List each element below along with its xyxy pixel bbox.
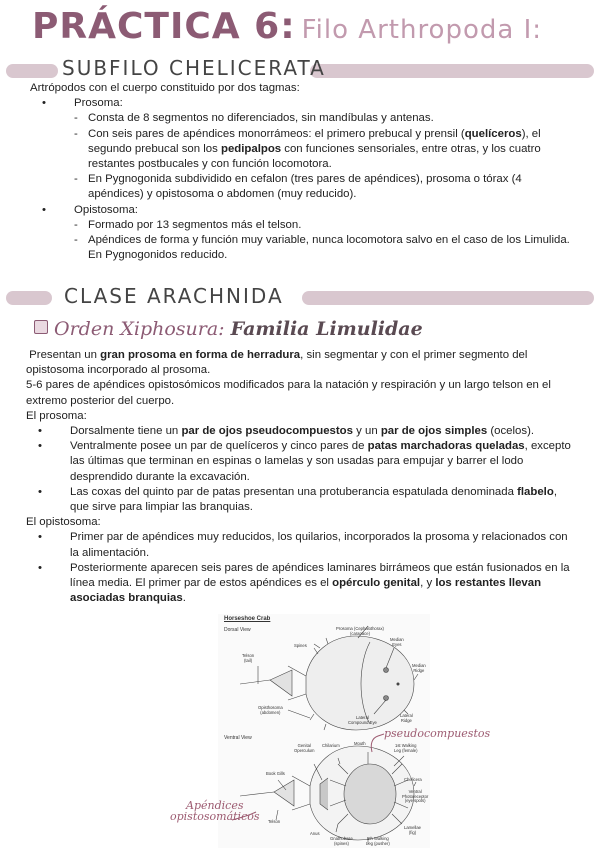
opistosoma-heading: El opistosoma: [26, 516, 101, 529]
label-mouth: Mouth [354, 741, 366, 746]
class-band-right [302, 291, 594, 305]
page-title [32, 6, 542, 47]
label-lamellae: Lamellae (fig) [404, 825, 421, 835]
opistosoma-point-1: - Formado por 13 segmentos más el telson. [74, 218, 575, 233]
note-apendices-opistosomaticos: Apéndices opistosomáticos [170, 799, 260, 823]
class-band-left [6, 291, 52, 305]
label-book-gills: Book Gills [266, 771, 285, 776]
family-label: Familia Limulidae [230, 318, 423, 340]
practice-title: PRÁCTICA 6: [32, 6, 296, 47]
prosoma-features [26, 424, 574, 515]
label-chilarium: Chilarium [322, 743, 340, 748]
opistosoma-item: • Opistosoma: - Formado por 13 segmentos más el telson. - Apéndices de forma y función muy variable, nunca locomotora salvo en el caso de los Limulida. En Pygnogonidos reducido. [30, 203, 575, 264]
ventral-view-label: Ventral View [224, 735, 252, 741]
label-median-eyes: Median Eyes [390, 637, 404, 647]
order-heading [34, 318, 423, 340]
opistosoma-features [26, 530, 574, 606]
opistosoma-point-2: - Apéndices de forma y función muy variable, nunca locomotora salvo en el caso de los Limulida. En Pygnogonidos reducido. [74, 233, 575, 263]
desc-paragraph-1: Presentan un gran prosoma en forma de herradura, sin segmentar y con el primer segmento del opistosoma incorporado al prosoma. [26, 349, 528, 377]
label-spines: Spines [294, 643, 307, 648]
prosoma-point-2: - Con seis pares de apéndices monorrámeos: el primero prebucal y prensil (quelíceros), el segundo prebucal son los pedipalpos con funciones sensoriales, entre otras, y los cuatro restantes postbucales y con función locomotora. [74, 127, 575, 173]
prosoma-label: Prosoma [74, 97, 120, 110]
note-pseudocompuestos: pseudocompuestos [384, 727, 491, 740]
subphylum-band-left [6, 64, 58, 78]
checkbox-icon [34, 320, 48, 334]
label-gnathobase: Gnathobase (spines) [330, 836, 353, 846]
opistosoma-label: Opistosoma [74, 203, 135, 216]
label-median-ridge: Median Ridge [412, 663, 426, 673]
label-prosoma: Prosoma (Cephalothorax) (carapace) [336, 626, 384, 636]
label-ventral-photoreceptor: Ventral Photoreceptor (eye spots) [402, 789, 429, 804]
subphylum-heading: SUBFILO CHELICERATA [62, 56, 326, 80]
label-chelicera: Chelicera [404, 777, 422, 782]
opistosoma-feature-2: • Posteriormente aparecen seis pares de apéndices laminares birrámeos que están fusionados en la línea media. El primer par de estos apéndices es el opérculo genital, y los restantes llevan asociadas branquias. [26, 561, 574, 607]
prosoma-feature-1: • Dorsalmente tiene un par de ojos pseudocompuestos y un par de ojos simples (ocelos). [26, 424, 574, 439]
intro-section [30, 81, 575, 263]
figure-title: Horseshoe Crab [224, 616, 271, 622]
label-telson: Telson [268, 819, 281, 824]
label-lateral-eye: Lateral Compound Eye [348, 715, 377, 725]
class-heading: CLASE ARACHNIDA [64, 284, 284, 308]
desc-paragraph-2: 5-6 pares de apéndices opistosómicos modificados para la natación y respiración y un largo telson en el extremo posterior del cuerpo. [26, 379, 551, 407]
label-lateral-ridge: Lateral Ridge [400, 713, 413, 723]
opistosoma-feature-1: • Primer par de apéndices muy reducidos, los quilarios, incorporados la prosoma y relacionados con la alimentación. [26, 530, 574, 560]
phylum-title: Filo Arthropoda I: [301, 15, 543, 45]
intro-text: Artrópodos con el cuerpo constituido por dos tagmas: [30, 82, 300, 94]
prosoma-feature-2: • Ventralmente posee un par de quelíceros y cinco pares de patas marchadoras queladas, excepto las últimas que terminan en espinas o lamelas y son usadas para empujar y barrer el lodo desprendido durante la excavación. [26, 439, 574, 485]
limulidae-description [26, 348, 574, 606]
tagma-list [30, 96, 575, 263]
opistosoma-sublist [74, 218, 575, 264]
prosoma-point-1: - Consta de 8 segmentos no diferenciados, sin mandíbulas y antenas. [74, 111, 575, 126]
label-genital-operculum: Genital Operculum [294, 743, 315, 753]
subphylum-band-right [310, 64, 594, 78]
prosoma-item: • Prosoma: - Consta de 8 segmentos no diferenciados, sin mandíbulas y antenas. - Con seis pares de apéndices monorrámeos: el primero prebucal y prensil (quelíceros), el segundo prebucal son los pedipalpos con funciones sensoriales, entre otras, y los cuatro restantes postbucales y con función locomotora. - En Pygnogonida subdividido en cefalon (tres pares de apéndices), prosoma o tórax (4 apéndices) y opistosoma o abdomen (muy reducido). [30, 96, 575, 202]
prosoma-feature-3: • Las coxas del quinto par de patas presentan una protuberancia espatulada denominada flabelo, que sirve para limpiar las branquias. [26, 485, 574, 515]
prosoma-point-3: - En Pygnogonida subdividido en cefalon (tres pares de apéndices), prosoma o tórax (4 apéndices) y opistosoma o abdomen (muy reducido). [74, 172, 575, 202]
label-walking-leg-5: 5th Walking Leg (pusher) [366, 836, 390, 846]
label-opisthosoma: Opisthosoma (abdomen) [258, 705, 283, 715]
prosoma-sublist [74, 111, 575, 202]
label-walking-leg: 1st Walking Leg (female) [394, 743, 418, 753]
dorsal-view-label: Dorsal View [224, 627, 251, 633]
label-anus: Anus [310, 831, 320, 836]
prosoma-heading: El prosoma: [26, 409, 87, 422]
order-label: Orden Xiphosura: [54, 318, 225, 340]
label-telson-tail: Telson (tail) [242, 653, 255, 663]
